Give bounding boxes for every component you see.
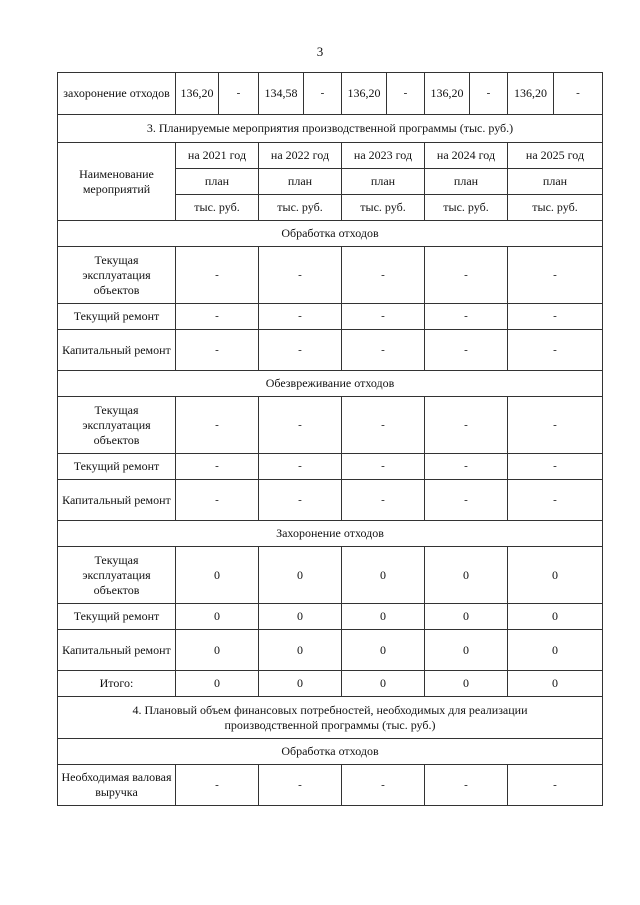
value-cell: - xyxy=(176,304,259,330)
value-cell: 136,20 xyxy=(425,73,470,115)
value-cell: - xyxy=(342,330,425,371)
value-cell: 0 xyxy=(425,547,508,604)
unit-header: тыс. руб. xyxy=(176,195,259,221)
value-cell: - xyxy=(508,454,603,480)
value-cell: - xyxy=(425,330,508,371)
value-cell: 0 xyxy=(342,630,425,671)
value-cell: - xyxy=(259,330,342,371)
value-cell: - xyxy=(219,73,259,115)
value-cell: - xyxy=(508,330,603,371)
table-row xyxy=(58,304,603,330)
table-row xyxy=(58,547,603,604)
value-cell: 0 xyxy=(508,547,603,604)
value-cell: - xyxy=(342,454,425,480)
table-row xyxy=(58,480,603,521)
section-title-row xyxy=(58,115,603,143)
group-title-row xyxy=(58,739,603,765)
plan-header: план xyxy=(259,169,342,195)
value-cell: - xyxy=(554,73,603,115)
group-title: Обработка отходов xyxy=(58,221,603,247)
row-label: Текущая эксплуатация объектов xyxy=(58,397,176,454)
unit-header: тыс. руб. xyxy=(342,195,425,221)
value-cell: - xyxy=(387,73,425,115)
table-row xyxy=(58,454,603,480)
value-cell: 136,20 xyxy=(176,73,219,115)
value-cell: - xyxy=(342,304,425,330)
group-title-row xyxy=(58,221,603,247)
row-label: Капитальный ремонт xyxy=(58,630,176,671)
value-cell: - xyxy=(259,304,342,330)
value-cell: - xyxy=(176,454,259,480)
value-cell: - xyxy=(470,73,508,115)
group-title-row xyxy=(58,371,603,397)
section-title-row xyxy=(58,697,603,739)
value-cell: - xyxy=(259,765,342,806)
group-title: Обработка отходов xyxy=(58,739,603,765)
plan-header: план xyxy=(176,169,259,195)
year-header: на 2025 год xyxy=(508,143,603,169)
unit-header: тыс. руб. xyxy=(425,195,508,221)
value-cell: - xyxy=(304,73,342,115)
value-cell: 0 xyxy=(508,604,603,630)
table-row xyxy=(58,765,603,806)
plan-header: план xyxy=(342,169,425,195)
program-table xyxy=(57,72,603,806)
value-cell: 0 xyxy=(176,547,259,604)
value-cell: 134,58 xyxy=(259,73,304,115)
value-cell: - xyxy=(508,397,603,454)
row-label: Капитальный ремонт xyxy=(58,480,176,521)
value-cell: 0 xyxy=(176,630,259,671)
total-label: Итого: xyxy=(58,671,176,697)
value-cell: 0 xyxy=(508,630,603,671)
value-cell: - xyxy=(425,480,508,521)
value-cell: - xyxy=(342,397,425,454)
value-cell: - xyxy=(342,247,425,304)
group-title: Захоронение отходов xyxy=(58,521,603,547)
header-row-years xyxy=(58,143,603,169)
section-3-title: 3. Планируемые мероприятия производственной программы (тыс. руб.) xyxy=(58,115,603,143)
table-row xyxy=(58,604,603,630)
value-cell: - xyxy=(508,765,603,806)
value-cell: - xyxy=(425,247,508,304)
value-cell: 0 xyxy=(342,547,425,604)
row-label: захоронение отходов xyxy=(58,73,176,115)
value-cell: - xyxy=(425,454,508,480)
value-cell: 0 xyxy=(425,630,508,671)
table-row xyxy=(58,247,603,304)
row-label: Текущий ремонт xyxy=(58,304,176,330)
year-header: на 2021 год xyxy=(176,143,259,169)
row-label: Необходимая валовая выручка xyxy=(58,765,176,806)
plan-header: план xyxy=(425,169,508,195)
value-cell: 0 xyxy=(259,604,342,630)
group-title: Обезвреживание отходов xyxy=(58,371,603,397)
value-cell: 0 xyxy=(508,671,603,697)
name-header: Наименование мероприятий xyxy=(58,143,176,221)
value-cell: 0 xyxy=(176,671,259,697)
value-cell: 0 xyxy=(425,604,508,630)
total-row xyxy=(58,671,603,697)
value-cell: - xyxy=(508,247,603,304)
value-cell: - xyxy=(259,247,342,304)
value-cell: - xyxy=(508,480,603,521)
value-cell: - xyxy=(425,304,508,330)
row-label: Текущая эксплуатация объектов xyxy=(58,247,176,304)
row-label: Текущая эксплуатация объектов xyxy=(58,547,176,604)
value-cell: - xyxy=(342,480,425,521)
year-header: на 2022 год xyxy=(259,143,342,169)
value-cell: - xyxy=(259,397,342,454)
row-label: Текущий ремонт xyxy=(58,454,176,480)
unit-header: тыс. руб. xyxy=(259,195,342,221)
value-cell: 0 xyxy=(342,671,425,697)
group-title-row xyxy=(58,521,603,547)
value-cell: - xyxy=(425,765,508,806)
value-cell: 136,20 xyxy=(342,73,387,115)
value-cell: - xyxy=(176,330,259,371)
row-label: Капитальный ремонт xyxy=(58,330,176,371)
value-cell: - xyxy=(259,480,342,521)
table-row xyxy=(58,330,603,371)
year-header: на 2023 год xyxy=(342,143,425,169)
table-row xyxy=(58,73,603,115)
value-cell: 0 xyxy=(259,547,342,604)
row-label: Текущий ремонт xyxy=(58,604,176,630)
value-cell: - xyxy=(176,397,259,454)
value-cell: 0 xyxy=(342,604,425,630)
page-number: 3 xyxy=(316,44,324,59)
plan-header: план xyxy=(508,169,603,195)
value-cell: - xyxy=(259,454,342,480)
value-cell: 0 xyxy=(176,604,259,630)
year-header: на 2024 год xyxy=(425,143,508,169)
value-cell: - xyxy=(176,480,259,521)
value-cell: 0 xyxy=(259,671,342,697)
table-row xyxy=(58,397,603,454)
value-cell: - xyxy=(176,765,259,806)
value-cell: 0 xyxy=(425,671,508,697)
value-cell: 136,20 xyxy=(508,73,554,115)
value-cell: - xyxy=(176,247,259,304)
table-row xyxy=(58,630,603,671)
value-cell: 0 xyxy=(259,630,342,671)
value-cell: - xyxy=(508,304,603,330)
section-4-title: 4. Плановый объем финансовых потребностей, необходимых для реализации производственной программы (тыс. руб.) xyxy=(58,697,603,739)
value-cell: - xyxy=(425,397,508,454)
value-cell: - xyxy=(342,765,425,806)
unit-header: тыс. руб. xyxy=(508,195,603,221)
